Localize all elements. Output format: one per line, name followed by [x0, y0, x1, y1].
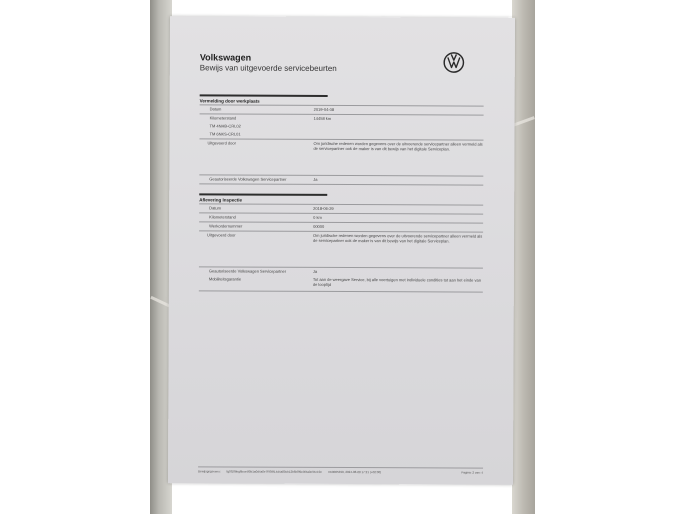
row-label: Uitgevoerd door [207, 139, 236, 146]
row-value: Om juridische redenen worden gegevens over de uitvoerende servicepartner alleen vermeld als de servicepartner ook de maker is van dit bewijs van het digitale Serviceplan. [313, 232, 483, 244]
row-label: Kilometerstand [209, 114, 237, 121]
row-value: Ja [313, 176, 318, 182]
table-row [199, 266, 483, 276]
section-rule [200, 94, 328, 96]
table-row [199, 275, 483, 292]
row-value: Tot aan de weergave Service, bij alle voertuigen met individuele condities tot aan het einde van de looptijd [312, 276, 481, 287]
row-label: Uitgevoerd door [207, 231, 236, 238]
table-row [199, 212, 483, 222]
footer-label: Bewijsgegevens: [198, 469, 221, 474]
row-value [313, 131, 483, 139]
row-label: TM 4NHB-CRL02 [209, 122, 241, 129]
row-value: 2019-04-08 [313, 106, 335, 112]
table-row [199, 174, 483, 185]
row-label: Datum [209, 204, 221, 210]
page-number: Pagina: 2 van: 4 [461, 470, 484, 475]
table-row [199, 203, 483, 213]
section-workshop [199, 94, 483, 185]
row-value: 00000 [313, 223, 325, 229]
row-value: 14458 km [313, 115, 332, 121]
section-delivery-inspection [199, 193, 483, 292]
table-row [200, 113, 484, 123]
row-label: Geautoriseerde Volkswagen Servicepartner [208, 267, 287, 274]
footer-code: fg0f18bbg6bxe4f0b1a0d4a0e7f939f14d4a80cb12b6b8f9e0f4a0e94c19e [226, 469, 322, 474]
footer-left [198, 469, 381, 474]
table-row [200, 104, 484, 114]
row-value: 0 km [313, 214, 322, 220]
row-label: Geautoriseerde Volkswagen Servicepartner [209, 175, 287, 182]
table-row [199, 230, 483, 267]
table-row [200, 122, 484, 131]
section-title: Vermelding door werkplaats [199, 97, 260, 104]
row-value: Ja [312, 268, 318, 274]
row-label: Werkordernummer [209, 222, 243, 229]
footer-meta: VK0005390, 2024-08-08 17:21 (+02:00) [327, 469, 382, 475]
brand-name: Volkswagen [199, 52, 252, 63]
table-row [199, 130, 483, 139]
row-value: Om juridische redenen worden gegevens over de uitvoerende servicepartner alleen vermeld als de servicepartner ook de maker is van dit bewijs van het digitale Serviceplan. [313, 140, 483, 152]
section-title: Aflevering Inspectie [199, 196, 242, 203]
row-label: Datum [209, 105, 222, 111]
background-right-edge [512, 0, 535, 514]
document-subtitle: Bewijs van uitgevoerde servicebeurten [199, 63, 337, 73]
row-value [314, 123, 484, 131]
table-row [199, 221, 483, 231]
row-label: Mobiliteitsgarantie [208, 275, 242, 282]
document-page [168, 16, 515, 485]
row-label: Kilometerstand [209, 213, 236, 220]
table-row [199, 138, 483, 175]
vw-logo-icon [443, 51, 465, 73]
section-rule [199, 193, 327, 195]
row-value: 2018-06-29 [313, 205, 334, 211]
document-footer [198, 466, 483, 474]
row-label: TM 6NKS-CRL01 [209, 130, 241, 137]
